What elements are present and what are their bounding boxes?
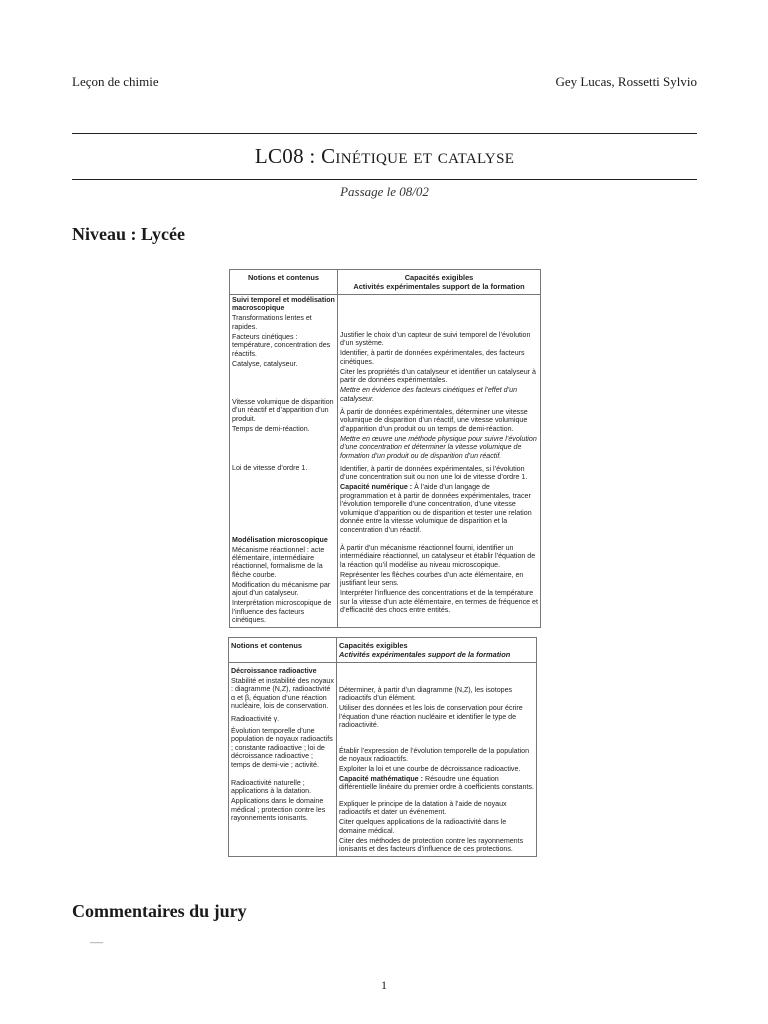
notion-item: Transformations lentes et rapides.: [232, 314, 312, 331]
notion-item: Vitesse volumique de disparition d’un réactif et d’apparition d’un produit.: [232, 398, 334, 423]
notion-item: Applications dans le domaine médical ; protection contre les rayonnements ionisants.: [231, 797, 326, 823]
header-authors: Gey Lucas, Rossetti Sylvio: [555, 74, 697, 89]
capacite-item: Citer les propriétés d’un catalyseur et identifier un catalyseur à partir de données expérimentales.: [340, 367, 536, 385]
capacite-item: Identifier, à partir de données expérimentales, des facteurs cinétiques.: [340, 349, 525, 366]
notion-item: Loi de vitesse d’ordre 1.: [232, 464, 308, 473]
capacite-item: Représenter les flèches courbes d’un acte élémentaire, en justifiant leur sens.: [340, 570, 524, 588]
capacite-text: À l’aide d’un langage de programmation et à partir de données expérimentales, tracer l’évolution temporelle d’une concentration, d’une vitesse volumique d’apparition ou de disparition et tester une relation donnée entre la vitesse volumique de disparition et la concentration d’un réactif.: [340, 483, 532, 534]
table-header-row: [229, 638, 537, 663]
notion-item: Mécanisme réactionnel : acte élémentaire, intermédiaire réactionnel, formalisme de la flèche courbe.: [232, 545, 325, 579]
capacite-item: À partir d’un mécanisme réactionnel fourni, identifier un intermédiaire réactionnel, un catalyseur et établir l’équation de la réaction qu’il modélise au niveau microscopique.: [340, 543, 536, 569]
capacite-label: Capacité numérique :: [340, 483, 413, 492]
capacite-item: Expliquer le principe de la datation à l’aide de noyaux radioactifs et dater un événement.: [339, 799, 507, 817]
header-course: Leçon de chimie: [72, 74, 159, 89]
capacite-item: Citer des méthodes de protection contre les rayonnements ionisants et des facteurs d’influence de ces protections.: [339, 836, 524, 854]
capacite-item: Interpréter l’influence des concentrations et de la température sur la vitesse d’un acte élémentaire, en termes de fréquence et d’efficacité des chocs entre entités.: [340, 589, 538, 614]
programme-table-radioactivite: [228, 637, 537, 857]
notion-item: Stabilité et instabilité des noyaux : diagramme (N,Z), radioactivité α et β, équation d’une réaction nucléaire, lois de conservation.: [231, 677, 334, 711]
section-title: Suivi temporel et modélisation macroscopique: [232, 296, 335, 313]
table-header-row: [230, 270, 541, 295]
capacite-label: Capacité mathématique :: [339, 775, 423, 784]
activites-title: Activités expérimentales support de la formation: [353, 282, 525, 291]
page-number: 1: [381, 978, 387, 992]
capacite-item: Déterminer, à partir d’un diagramme (N,Z), les isotopes radioactifs d’un élément.: [339, 686, 513, 703]
capacite-item: Mettre en évidence des facteurs cinétiques et l’effet d’un catalyseur.: [340, 386, 518, 403]
notions-cell: [230, 295, 338, 628]
page-title: LC08 : Cinétique et catalyse: [254, 144, 515, 168]
list-dash: —: [90, 934, 103, 949]
notion-item: Catalyse, catalyseur.: [232, 359, 298, 368]
capacites-cell: [338, 295, 541, 628]
notion-item: Radioactivité γ.: [231, 714, 280, 723]
section-title: Décroissance radioactive: [231, 667, 317, 675]
capacite-item: À partir de données expérimentales, déterminer une vitesse volumique de disparition d’un réactif, une vitesse volumique d’apparition d’un produit ou un temps de demi-réaction.: [340, 408, 528, 433]
col-capacites-header: [337, 638, 537, 663]
notion-item: Radioactivité naturelle ; applications à la datation.: [231, 779, 312, 796]
notion-item: Temps de demi-réaction.: [232, 424, 310, 433]
capacite-item: [340, 483, 538, 533]
capacite-text: Résoudre une équation différentielle linéaire du premier ordre à coefficients constants.: [339, 775, 534, 792]
capacite-item: Exploiter la loi et une courbe de décroissance radioactive.: [339, 765, 521, 774]
col-notions-header: Notions et contenus: [229, 638, 337, 663]
notion-item: Facteurs cinétiques : température, concentration des réactifs.: [232, 332, 331, 358]
niveau-heading: Niveau : Lycée: [72, 224, 185, 244]
notion-item: Interprétation microscopique de l’influence des facteurs cinétiques.: [232, 599, 332, 625]
page-subtitle: Passage le 08/02: [340, 184, 429, 199]
notions-cell: [229, 663, 337, 857]
commentaires-heading: Commentaires du jury: [72, 901, 247, 921]
programme-table-cinetique: [229, 269, 541, 628]
capacite-item: Justifier le choix d’un capteur de suivi temporel de l’évolution d’un système.: [340, 331, 531, 348]
capacites-title: Capacités exigibles: [404, 273, 474, 282]
table-row: [230, 295, 541, 628]
title-top-rule: [72, 133, 697, 134]
col-capacites-header: [338, 270, 541, 295]
capacite-item: Citer quelques applications de la radioactivité dans le domaine médical.: [339, 818, 507, 835]
title-bottom-rule: [72, 179, 697, 180]
capacite-item: [339, 775, 534, 792]
table-row: [229, 663, 537, 857]
capacite-item: Identifier, à partir de données expérimentales, si l’évolution d’une concentration suit ou non une loi de vitesse d’ordre 1.: [340, 465, 528, 482]
capacite-item: Utiliser des données et les lois de conservation pour écrire l’équation d’une réaction nucléaire et identifier le type de radioactivité.: [339, 704, 523, 730]
activites-title: Activités expérimentales support de la formation: [339, 650, 511, 659]
section-title: Modélisation microscopique: [232, 535, 328, 544]
col-notions-header: Notions et contenus: [230, 270, 338, 295]
capacite-item: Établir l’expression de l’évolution temporelle de la population de noyaux radioactifs.: [339, 746, 530, 764]
capacites-cell: [337, 663, 537, 857]
capacite-item: Mettre en œuvre une méthode physique pour suivre l’évolution d’une concentration et déterminer la vitesse volumique de formation d’un produit ou de disparition d’un réactif.: [340, 434, 537, 460]
capacites-title: Capacités exigibles: [339, 641, 408, 650]
notion-item: Modification du mécanisme par ajout d’un catalyseur.: [232, 580, 331, 598]
notion-item: Évolution temporelle d’une population de noyaux radioactifs ; constante radioactive ; loi de décroissance radioactive ; temps de demi-vie ; activité.: [231, 727, 333, 769]
